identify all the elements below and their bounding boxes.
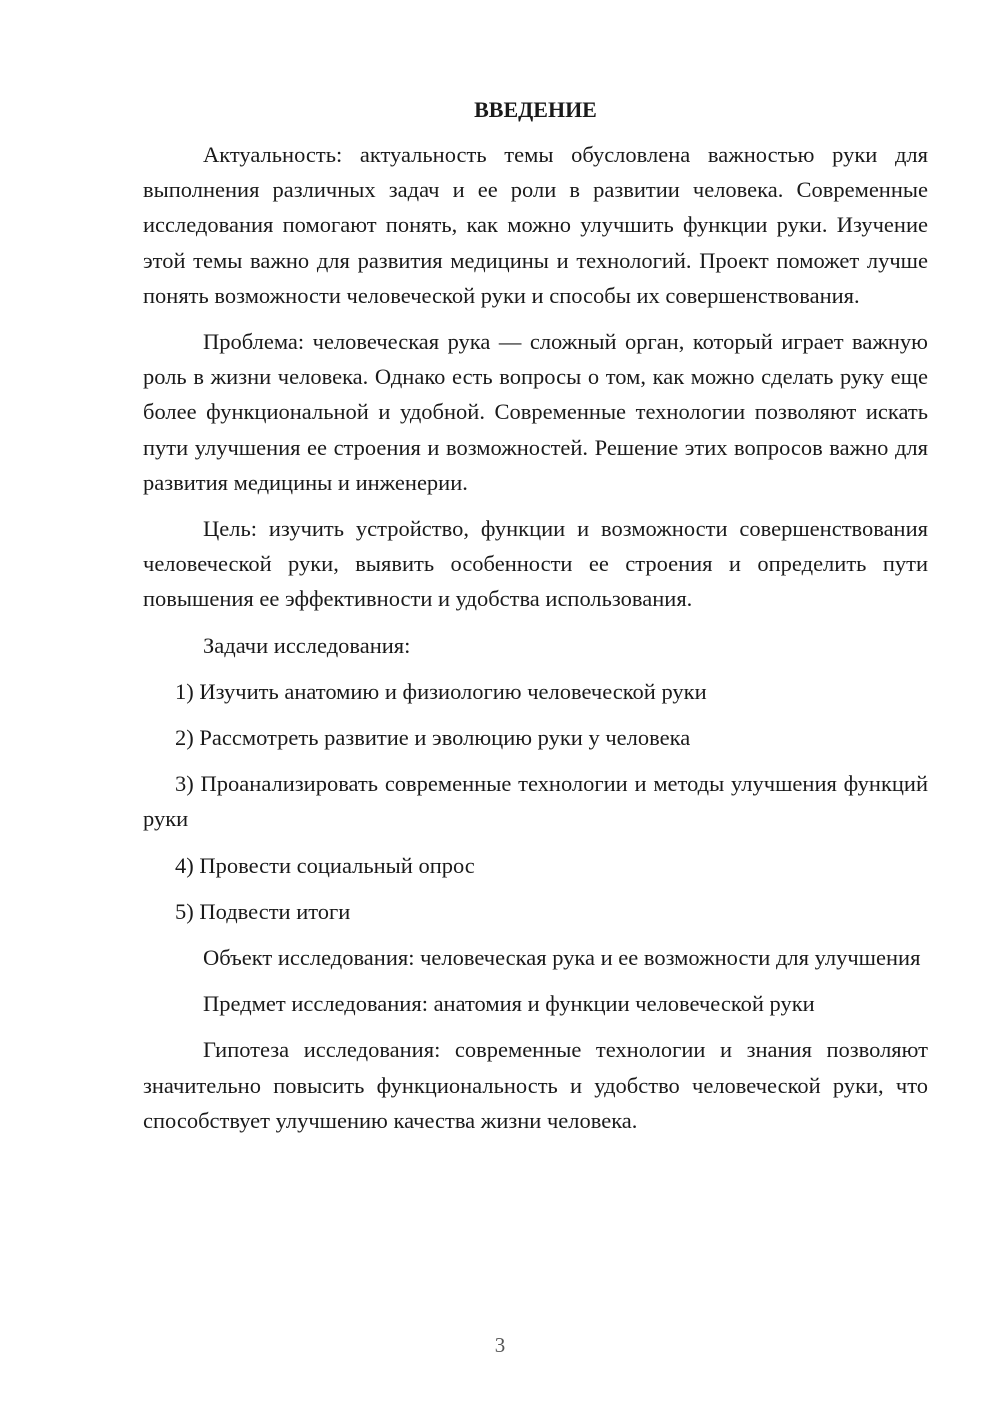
paragraph-problem: Проблема: человеческая рука — сложный орган, который играет важную роль в жизни человека. Однако есть вопросы о том, как можно сделать руку еще более функциональной и удобной. Современные технологии позволяют искать пути улучшения ее строения и возможностей. Решение этих вопросов важно для развития медицины и инженерии. xyxy=(143,329,928,495)
paragraph-subject: Предмет исследования: анатомия и функции человеческой руки xyxy=(203,991,815,1017)
paragraph-goal: Цель: изучить устройство, функции и возможности совершенствования человеческой руки, выявить особенности ее строения и определить пути повышения ее эффективности и удобства использования. xyxy=(143,516,928,612)
page-number: 3 xyxy=(494,1333,506,1357)
paragraph-object: Объект исследования: человеческая рука и ее возможности для улучшения xyxy=(203,945,921,971)
paragraph-hypothesis: Гипотеза исследования: современные технологии и знания позволяют значительно повысить функциональность и удобство человеческой руки, что способствует улучшению качества жизни человека. xyxy=(143,1037,928,1133)
list-item-task-2: 2) Рассмотреть развитие и эволюцию руки у человека xyxy=(175,725,691,751)
list-item-task-3: 3) Проанализировать современные технологии и методы улучшения функций руки xyxy=(143,771,928,832)
list-item-task-5: 5) Подвести итоги xyxy=(175,898,351,924)
paragraph-relevance: Актуальность: актуальность темы обусловлена важностью руки для выполнения различных задач и ее роли в развитии человека. Современные исследования помогают понять, как можно улучшить функции руки. Изучение этой темы важно для развития медицины и технологий. Проект поможет лучше понять возможности человеческой руки и способы их совершенствования. xyxy=(143,142,928,308)
page-title: ВВЕДЕНИЕ xyxy=(474,97,597,122)
list-item-task-1: 1) Изучить анатомию и физиологию человеческой руки xyxy=(175,678,707,704)
list-item-task-4: 4) Провести социальный опрос xyxy=(175,852,475,878)
paragraph-tasks-heading: Задачи исследования: xyxy=(203,632,411,658)
page-content xyxy=(143,95,928,1138)
